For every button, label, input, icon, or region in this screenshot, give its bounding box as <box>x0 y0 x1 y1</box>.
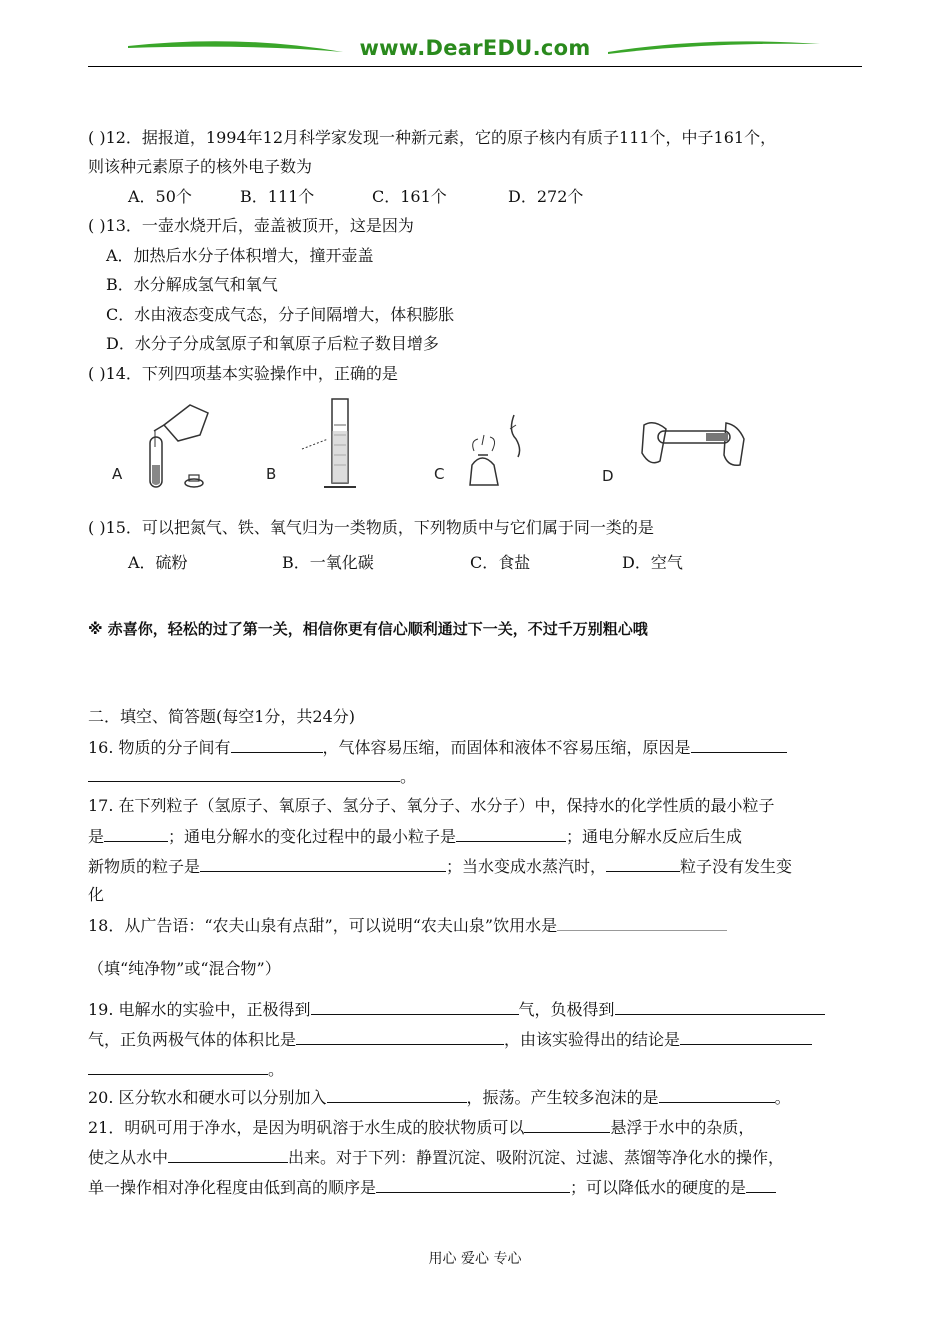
header-divider <box>88 66 862 67</box>
q12-option-a: A．50个 <box>128 187 192 206</box>
q17-line4: 化 <box>88 885 105 904</box>
page-footer: 用心 爱心 专心 <box>428 1251 522 1267</box>
q16-blank-2[interactable] <box>691 736 787 753</box>
q12-stem-line1: ( )12．据报道，1994年12月科学家发现一种新元素，它的原子核内有质子111个，中子161个， <box>88 128 777 147</box>
site-header <box>88 30 862 70</box>
q21-blank-1[interactable] <box>524 1116 610 1133</box>
q17-text-2a: 是 <box>88 827 105 846</box>
q13-stem: ( )13．一壶水烧开后，壶盖被顶开，这是因为 <box>88 216 414 235</box>
q21-line2 <box>88 1146 784 1169</box>
figure-a-pouring-liquid <box>108 395 218 495</box>
figure-c-label: C <box>434 465 445 483</box>
q17-text-3c: 粒子没有发生变 <box>680 857 793 876</box>
section2-title: 二．填空、简答题(每空1分，共24分) <box>88 707 356 726</box>
q20-text-c: 。 <box>774 1088 791 1107</box>
q17-text-2b: ；通电分解水的变化过程中的最小粒子是 <box>168 827 457 846</box>
q20-text-a: 20. 区分软水和硬水可以分别加入 <box>88 1088 327 1107</box>
q15-option-c: C．食盐 <box>470 553 531 572</box>
q21-text-2b: 出来。对于下列：静置沉淀、吸附沉淀、过滤、蒸馏等净化水的操作， <box>288 1148 785 1167</box>
q17-line3 <box>88 855 792 878</box>
q21-text-2a: 使之从水中 <box>88 1148 169 1167</box>
q17-text-3a: 新物质的粒子是 <box>88 857 201 876</box>
q19-line1 <box>88 998 825 1021</box>
q12-option-d: D．272个 <box>508 187 584 206</box>
q19-blank-2[interactable] <box>615 998 825 1015</box>
q13-option-a: A．加热后水分子体积增大，撞开壶盖 <box>106 246 374 265</box>
q20-text-b: ，振荡。产生较多泡沫的是 <box>466 1088 659 1107</box>
q17-blank-2[interactable] <box>456 825 566 842</box>
q14-stem: ( )14．下列四项基本实验操作中，正确的是 <box>88 364 398 383</box>
encouragement-note: ※ 赤喜你，轻松的过了第一关，相信你更有信心顺利通过下一关，不过千万别粗心哦 <box>88 620 648 638</box>
q19-line3 <box>88 1058 284 1081</box>
q19-text-2b: ，由该实验得出的结论是 <box>504 1030 681 1049</box>
q15-option-a: A．硫粉 <box>128 553 188 572</box>
q17-blank-3[interactable] <box>200 855 446 872</box>
q21-text-3b: ；可以降低水的硬度的是 <box>570 1178 747 1197</box>
q19-blank-1[interactable] <box>311 998 519 1015</box>
q13-option-c: C．水由液态变成气态，分子间隔增大，体积膨胀 <box>106 305 455 324</box>
q21-blank-3[interactable] <box>376 1176 570 1193</box>
q21-text-3a: 单一操作相对净化程度由低到高的顺序是 <box>88 1178 377 1197</box>
q17-line2 <box>88 825 742 848</box>
q17-blank-4[interactable] <box>606 855 680 872</box>
q19-blank-3[interactable] <box>296 1028 504 1045</box>
q19-text-1a: 19. 电解水的实验中，正极得到 <box>88 1000 311 1019</box>
q21-text-1a: 21．明矾可用于净水，是因为明矾溶于水生成的胶状物质可以 <box>88 1118 525 1137</box>
q19-blank-4-cont[interactable] <box>88 1058 268 1075</box>
q18-blank[interactable] <box>557 914 727 931</box>
q13-option-d: D．水分子分成氢原子和氧原子后粒子数目增多 <box>106 334 439 353</box>
figure-d-test-tube-handling <box>598 395 758 495</box>
q15-option-d: D．空气 <box>622 553 683 572</box>
q18-line1 <box>88 914 727 937</box>
q21-blank-4[interactable] <box>746 1176 776 1193</box>
q19-line2 <box>88 1028 812 1051</box>
q19-text-2a: 气，正负两极气体的体积比是 <box>88 1030 297 1049</box>
q12-stem-line2: 则该种元素原子的核外电子数为 <box>88 157 313 176</box>
q16-text-2: ，气体容易压缩，而固体和液体不容易压缩，原因是 <box>322 738 691 757</box>
q16-text-3: 。 <box>400 767 417 786</box>
q17-text-2c: ；通电分解水反应后生成 <box>566 827 743 846</box>
q17-blank-1[interactable] <box>104 825 168 842</box>
q18-line2: （填“纯净物”或“混合物”） <box>88 959 281 978</box>
q21-line3 <box>88 1176 776 1199</box>
figure-b-label: B <box>266 465 277 483</box>
q15-stem: ( )15．可以把氮气、铁、氧气归为一类物质，下列物质中与它们属于同一类的是 <box>88 518 654 537</box>
q16-text-1: 16. 物质的分子间有 <box>88 738 231 757</box>
q18-text-1: 18．从广告语：“农夫山泉有点甜”，可以说明“农夫山泉”饮用水是 <box>88 916 558 935</box>
q13-option-b: B．水分解成氢气和氧气 <box>106 275 278 294</box>
q15-option-b: B．一氧化碳 <box>282 553 374 572</box>
q20-blank-2[interactable] <box>659 1086 775 1103</box>
q16-line2 <box>88 765 416 788</box>
q16-line1 <box>88 736 787 759</box>
q20-blank-1[interactable] <box>327 1086 467 1103</box>
q21-text-1b: 悬浮于水中的杂质， <box>610 1118 755 1137</box>
figure-a-label: A <box>112 465 123 483</box>
q21-blank-2[interactable] <box>168 1146 288 1163</box>
q21-line1 <box>88 1116 754 1139</box>
q12-option-c: C．161个 <box>372 187 447 206</box>
q12-option-b: B．111个 <box>240 187 315 206</box>
q17-line1: 17. 在下列粒子（氢原子、氧原子、氢分子、氧分子、水分子）中，保持水的化学性质的最小粒子 <box>88 796 775 815</box>
q19-text-3: 。 <box>268 1060 285 1079</box>
figure-c-smelling-gas <box>432 395 552 495</box>
figure-d-label: D <box>602 467 614 485</box>
q19-text-1b: 气，负极得到 <box>518 1000 615 1019</box>
q16-blank-1[interactable] <box>231 736 323 753</box>
q17-text-3b: ；当水变成水蒸汽时， <box>446 857 607 876</box>
q16-blank-2-cont[interactable] <box>88 765 400 782</box>
q20-line <box>88 1086 791 1109</box>
q19-blank-4[interactable] <box>680 1028 812 1045</box>
figure-b-graduated-cylinder <box>262 395 372 495</box>
site-logo[interactable]: www.DearEDU.com <box>359 36 591 60</box>
